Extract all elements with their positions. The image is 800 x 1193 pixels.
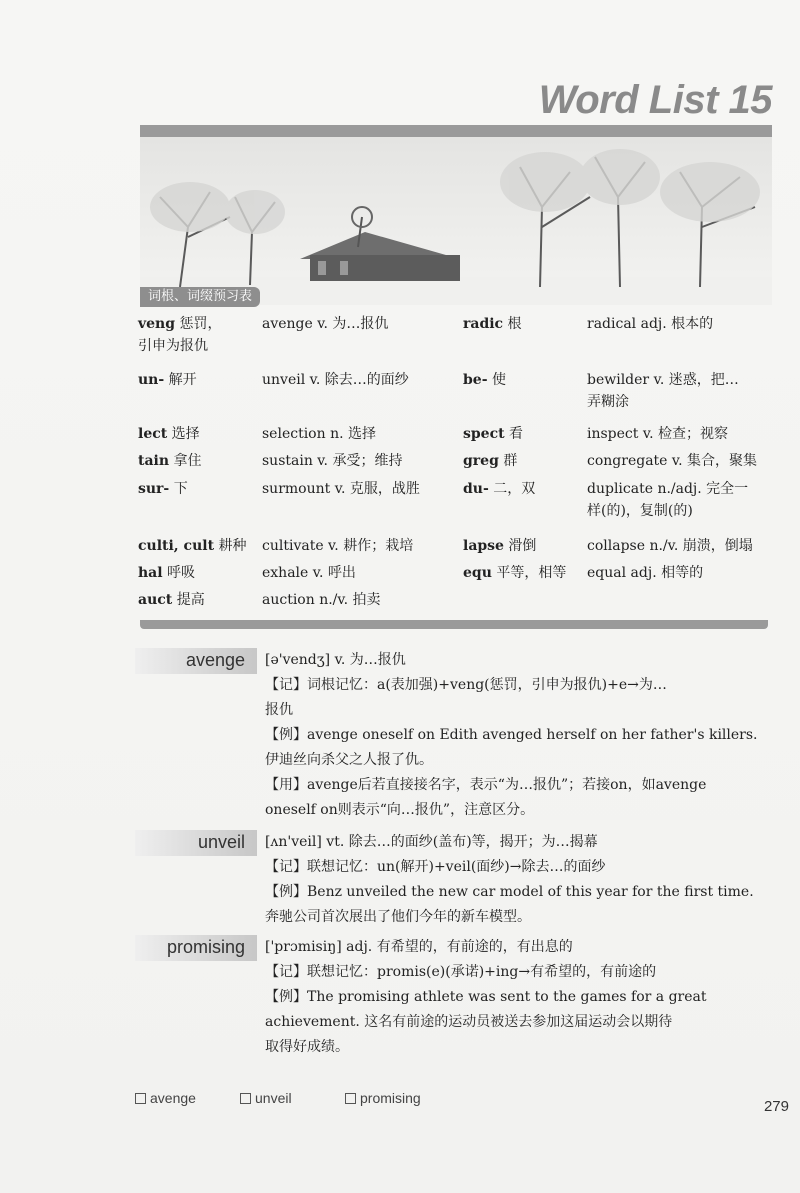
example-word-cell: duplicate n./adj. 完全一 样(的)，复制(的) <box>587 481 749 519</box>
preview-table-label: 词根、词缀预习表 <box>140 287 260 307</box>
root-cell: lapse 滑倒 <box>463 538 537 554</box>
checkbox-icon[interactable] <box>345 1093 356 1104</box>
example-word-cell: auction n./v. 拍卖 <box>262 592 381 608</box>
example-word-cell: avenge v. 为…报仇 <box>262 316 389 332</box>
root-cell: lect 选择 <box>138 426 200 442</box>
root-cell: auct 提高 <box>138 592 205 608</box>
example-translation: 伊迪丝向杀父之人报了仇。 <box>265 752 433 768</box>
example-word-cell: equal adj. 相等的 <box>587 565 704 581</box>
banner-photo <box>140 125 772 305</box>
headword-tag <box>135 830 257 856</box>
checkbox-icon[interactable] <box>135 1093 146 1104</box>
pronunciation-line: ['prɔmisiŋ] adj. 有希望的，有前途的，有出息的 <box>265 939 573 955</box>
pronunciation-line: [ʌn'veil] vt. 除去…的面纱(盖布)等，揭开；为…揭幕 <box>265 834 598 850</box>
entry-avenge <box>265 648 770 823</box>
example-translation: 取得好成绩。 <box>265 1039 349 1055</box>
headword: promising <box>166 937 245 957</box>
example-sentence: 【例】avenge oneself on Edith avenged herself on her father's killers. <box>265 727 758 743</box>
root-cell: sur- 下 <box>138 481 188 497</box>
root-cell: tain 拿住 <box>138 453 202 469</box>
root-cell: veng 惩罚， 引申为报仇 <box>138 316 222 354</box>
memory-tip: 【记】联想记忆：promis(e)(承诺)+ing→有希望的，有前途的 <box>265 964 657 980</box>
checklist-item[interactable]: promising <box>345 1090 421 1106</box>
table-bottom-rule <box>140 620 768 629</box>
root-cell: du- 二，双 <box>463 481 536 497</box>
usage-note: 【用】avenge后若直接接名字，表示“为…报仇”；若接on，如avenge <box>265 777 707 793</box>
headword: avenge <box>185 650 245 670</box>
root-cell: greg 群 <box>463 453 518 469</box>
example-word-cell: surmount v. 克服，战胜 <box>262 481 420 497</box>
banner-top-rule <box>140 125 772 137</box>
pronunciation-line: [ə'vendʒ] v. 为…报仇 <box>265 652 406 668</box>
root-cell: un- 解开 <box>138 372 197 388</box>
headword: unveil <box>197 832 245 852</box>
usage-note-cont: oneself on则表示“向…报仇”，注意区分。 <box>265 802 535 818</box>
root-cell: culti, cult 耕种 <box>138 538 247 554</box>
entry-unveil <box>265 830 770 930</box>
page-title: Word List 15 <box>538 78 772 122</box>
checklist-item[interactable]: avenge <box>135 1090 196 1106</box>
example-word-cell: exhale v. 呼出 <box>262 565 356 581</box>
example-word-cell: cultivate v. 耕作；栽培 <box>262 538 414 554</box>
root-cell: hal 呼吸 <box>138 565 196 581</box>
root-cell: be- 使 <box>463 372 506 388</box>
memory-tip: 【记】联想记忆：un(解开)+veil(面纱)→除去…的面纱 <box>265 859 606 875</box>
memory-tip: 【记】词根记忆：a(表加强)+veng(惩罚，引申为报仇)+e→为… <box>265 677 667 693</box>
example-sentence: 【例】Benz unveiled the new car model of this year for the first time. <box>265 884 754 900</box>
headword-tag <box>135 935 257 961</box>
example-sentence-cont: achievement. 这名有前途的运动员被送去参加这届运动会以期待 <box>265 1014 673 1030</box>
example-word-cell: bewilder v. 迷惑，把… 弄糊涂 <box>587 372 739 410</box>
entry-promising <box>265 935 770 1060</box>
headword-tag <box>135 648 257 674</box>
memory-tip-cont: 报仇 <box>265 702 293 718</box>
root-cell: radic 根 <box>463 316 522 332</box>
example-word-cell: inspect v. 检查；视察 <box>587 426 728 442</box>
example-word-cell: collapse n./v. 崩溃，倒塌 <box>587 538 753 554</box>
example-word-cell: sustain v. 承受；维持 <box>262 453 403 469</box>
example-word-cell: radical adj. 根本的 <box>587 316 714 332</box>
example-word-cell: selection n. 选择 <box>262 426 376 442</box>
root-cell: spect 看 <box>463 426 524 442</box>
example-word-cell: unveil v. 除去…的面纱 <box>262 372 409 388</box>
checklist-item[interactable]: unveil <box>240 1090 292 1106</box>
root-cell: equ 平等，相等 <box>463 565 567 581</box>
example-sentence: 【例】The promising athlete was sent to the games for a great <box>265 989 707 1005</box>
checkbox-icon[interactable] <box>240 1093 251 1104</box>
winter-farm-illustration <box>140 137 772 305</box>
example-translation: 奔驰公司首次展出了他们今年的新车模型。 <box>265 909 531 925</box>
example-word-cell: congregate v. 集合，聚集 <box>587 453 758 469</box>
page-number: 279 <box>763 1098 789 1115</box>
